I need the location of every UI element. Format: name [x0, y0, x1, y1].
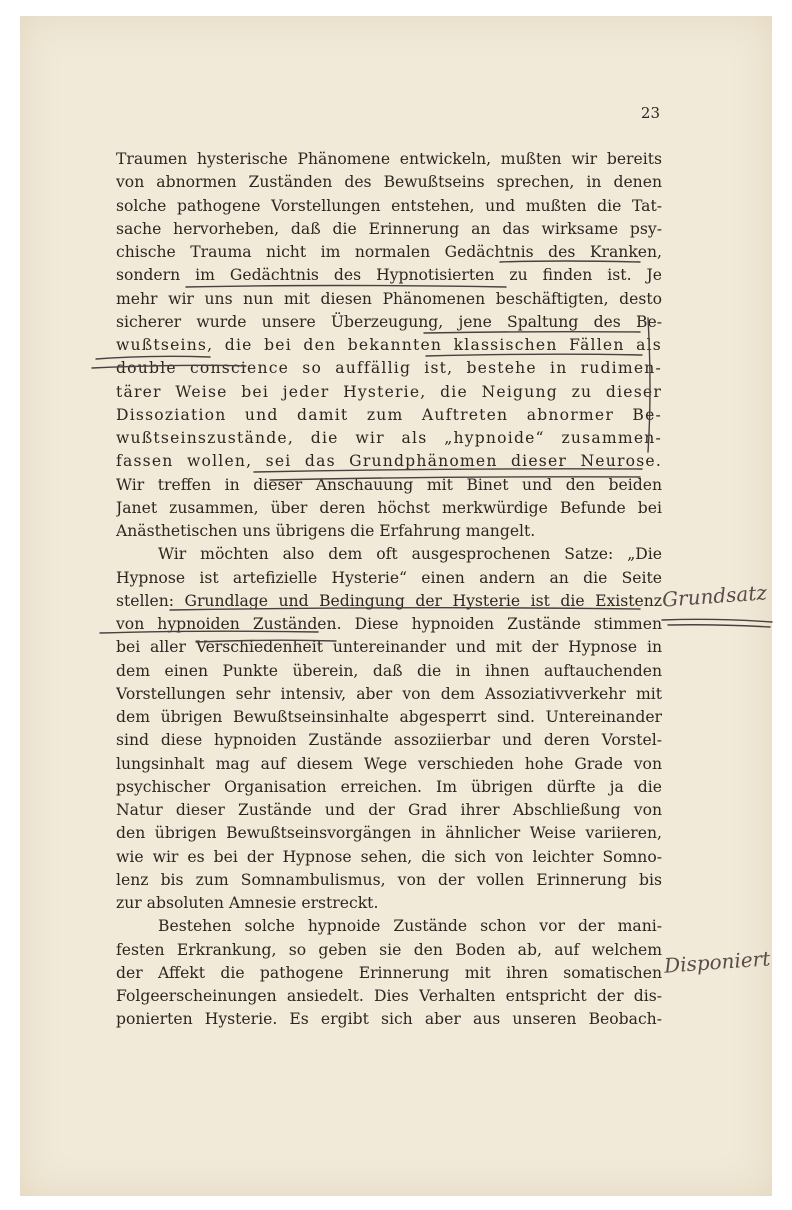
text-line: psychischer Organisation erreichen. Im übrigen dürfte ja die	[116, 777, 662, 796]
text-line: wußtseinszustände, die wir als „hypnoide“ zusammen-	[116, 429, 662, 447]
text-line: Dissoziation und damit zum Auftreten abnormer Be-	[116, 405, 662, 424]
text-line: lungsinhalt mag auf diesem Wege verschieden hohe Grade von	[116, 754, 662, 773]
text-line: Bestehen solche hypnoide Zustände schon vor der mani-	[158, 917, 662, 936]
text-line: wußtseins, die bei den bekannten klassischen Fällen als	[116, 336, 662, 354]
book-page	[20, 16, 772, 1196]
text-line: Janet zusammen, über deren höchst merkwürdige Befunde bei	[116, 498, 662, 517]
text-line: sicherer wurde unsere Überzeugung, jene Spaltung des Be-	[116, 312, 662, 331]
text-line: Traumen hysterische Phänomene entwickeln, mußten wir bereits	[116, 150, 662, 168]
text-line: lenz bis zum Somnambulismus, von der vollen Erinnerung bis	[116, 870, 662, 889]
text-line: sondern im Gedächtnis des Hypnotisierten zu finden ist. Je	[116, 266, 662, 285]
text-line: Wir möchten also dem oft ausgesprochenen Satze: „Die	[158, 545, 662, 564]
text-line: dem übrigen Bewußtseinsinhalte abgesperrt sind. Untereinander	[116, 708, 662, 726]
text-line: sind diese hypnoiden Zustände assoziierbar und deren Vorstel-	[116, 731, 662, 750]
text-line: mehr wir uns nun mit diesen Phänomenen beschäftigten, desto	[116, 289, 662, 308]
text-line: festen Erkrankung, so geben sie den Boden ab, auf welchem	[116, 940, 662, 959]
text-line: der Affekt die pathogene Erinnerung mit ihren somatischen	[116, 963, 662, 982]
text-line: Vorstellungen sehr intensiv, aber von dem Assoziativverkehr mit	[116, 684, 662, 703]
text-line: double conscience so auffällig ist, bestehe in rudimen-	[116, 359, 662, 378]
text-line: von hypnoiden Zuständen. Diese hypnoiden Zustände stimmen	[116, 615, 662, 633]
text-line: wie wir es bei der Hypnose sehen, die sich von leichter Somno-	[116, 847, 662, 866]
text-line: sache hervorheben, daß die Erinnerung an das wirksame psy-	[116, 219, 662, 238]
text-line: Anästhetischen uns übrigens die Erfahrung mangelt.	[116, 522, 536, 540]
page-number: 23	[640, 104, 660, 122]
margin-note-grundsatz: Grundsatz	[661, 580, 768, 612]
text-line: solche pathogene Vorstellungen entstehen, und mußten die Tat-	[116, 196, 662, 215]
text-line: dem einen Punkte überein, daß die in ihnen auftauchenden	[116, 661, 662, 680]
text-line: Hypnose ist artefizielle Hysterie“ einen andern an die Seite	[116, 568, 662, 587]
text-line: zur absoluten Amnesie erstreckt.	[116, 894, 379, 912]
text-line: Folgeerscheinungen ansiedelt. Dies Verhalten entspricht der dis-	[116, 987, 662, 1005]
text-line: fassen wollen, sei das Grundphänomen dieser Neurose.	[116, 452, 662, 471]
text-line: stellen: Grundlage und Bedingung der Hysterie ist die Existenz	[116, 591, 662, 610]
text-line: chische Trauma nicht im normalen Gedächtnis des Kranken,	[116, 243, 662, 261]
text-line: ponierten Hysterie. Es ergibt sich aber aus unseren Beobach-	[116, 1010, 662, 1029]
text-line: Wir treffen in dieser Anschauung mit Binet und den beiden	[116, 475, 662, 494]
text-line: tärer Weise bei jeder Hysterie, die Neigung zu dieser	[116, 382, 662, 401]
text-line: Natur dieser Zustände und der Grad ihrer Abschließung von	[116, 801, 662, 819]
text-line: bei aller Verschiedenheit untereinander und mit der Hypnose in	[116, 638, 662, 657]
text-line: den übrigen Bewußtseinsvorgängen in ähnlicher Weise variieren,	[116, 824, 662, 843]
text-line: von abnormen Zuständen des Bewußtseins sprechen, in denen	[116, 173, 662, 192]
margin-note-disponiert: Disponiert	[663, 946, 771, 978]
body-text	[116, 148, 662, 1032]
